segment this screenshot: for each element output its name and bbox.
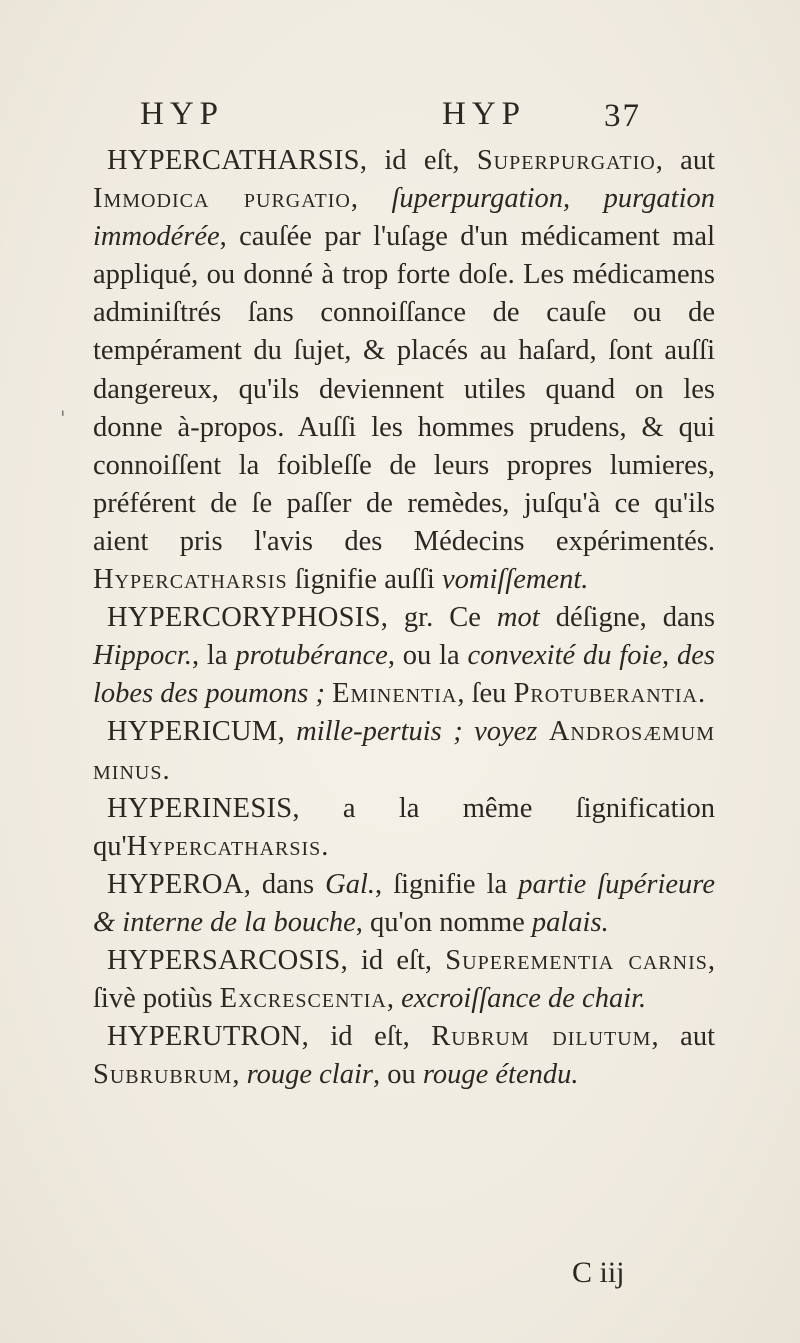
entry-headword: HYPEROA [107,868,244,900]
entry-headword: HYPERCATHARSIS [107,145,360,176]
signature-mark: C iij [572,1256,625,1289]
dictionary-text [93,142,715,1094]
entry-hypersarcosis: HYPERSARCOSIS, id eſt, Superementia carnis, ſivè potiùs Excrescentia, excroiſſance de chair. [93,944,715,1015]
entry-headword: HYPERINESIS [107,792,293,824]
header-right: HYP [442,96,527,132]
entry-headword: HYPERICUM [107,716,278,748]
page-number: 37 [604,98,641,134]
entry-headword: HYPERCORYPHOSIS [107,602,381,634]
entry-hypericum: HYPERICUM, mille-pertuis ; voyez Androsæmum minus. [93,716,716,786]
entry-hyperinesis: HYPERINESIS, a la même ſignification qu'Hypercatharsis. [93,792,715,862]
entry-hyperoa: HYPEROA, dans Gal., ſignifie la partie ſupérieure & interne de la bouche, qu'on nomme palais. [93,868,715,938]
entry-headword: HYPERSARCOSIS [107,944,341,976]
entry-hypercatharsis: HYPERCATHARSIS, id eſt, Superpurgatio, aut Immodica purgatio, ſuperpurgation, purgation immodérée, cauſée par l'uſage d'un médicament mal appliqué, ou donné à trop forte doſe. Les médicamens adminiſtrés ſans connoiſſance de cauſe ou de tempérament du ſujet, & placés au haſard, ſont auſſi dangereux, qu'ils deviennent utiles quand on les donne à-propos. Auſſi les hommes prudens, & qui connoiſſent la foibleſſe de leurs propres lumieres, préférent de ſe paſſer de remèdes, juſqu'à ce qu'ils aient pris l'avis des Médecins expérimentés. Hypercatharsis ſignifie auſſi vomiſſement. [93,145,716,596]
margin-mark: ' [60,406,66,430]
entry-hypercoryphosis: HYPERCORYPHOSIS, gr. Ce mot déſigne, dans Hippocr., la protubérance, ou la convexité du foie, des lobes des poumons ; Eminentia, ſeu Protuberantia. [93,602,715,710]
running-header [140,96,660,146]
entry-hyperutron: HYPERUTRON, id eſt, Rubrum dilutum, aut Subrubrum, rouge clair, ou rouge étendu. [93,1021,716,1091]
entry-headword: HYPERUTRON [107,1021,302,1053]
header-left: HYP [140,96,225,132]
